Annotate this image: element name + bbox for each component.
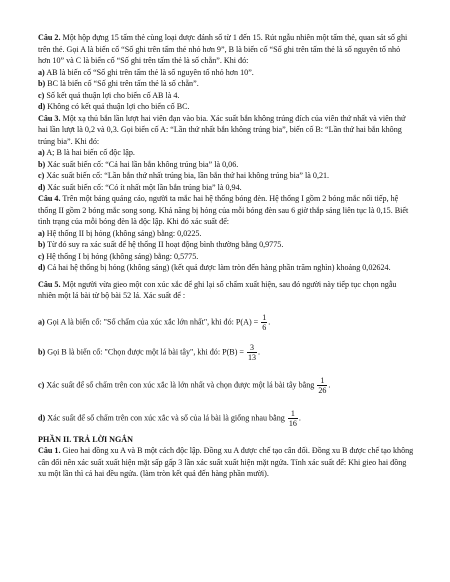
question-3-option-d: d) Xác suất biến cố: “Có ít nhất một lần bắn trúng bia” là 0,94. <box>38 182 242 192</box>
question-3-option-b: b) Xác suất biến cố: “Cả hai lần bắn không trúng bia” là 0,06. <box>38 159 239 169</box>
question-4-option-b: b) Từ đó suy ra xác suất để hệ thống II hoạt động bình thường bằng 0,9775. <box>38 240 284 249</box>
question-5-option-a: a) Gọi A là biến cố: "Số chấm của xúc xắc lớn nhất", khi đó: P(A) = $\frac{1}{6}$ . <box>38 312 271 332</box>
part-2-question-1-label: Câu 1. <box>38 446 61 455</box>
question-2-option-c: c) Số kết quả thuận lợi cho biến cố AB là 4. <box>38 90 180 100</box>
fraction: $\frac{1}{6}$ <box>262 312 267 332</box>
question-3-option-c: c) Xác suất biến cố: “Lần bắn thứ nhất trúng bia, lần bắn thứ hai không trúng bia” là 0,21. <box>38 171 330 180</box>
fraction: $\frac{3}{13}$ <box>248 342 257 362</box>
question-3-stem: Câu 3. Một xạ thủ bắn lần lượt hai viên đạn vào bia. Xác suất bắn không trúng đích của viên thứ nhất và viên thứ hai lần lượt là 0,2 và 0,3. Gọi biến cố A: “Lần thứ nhất bắn không trúng bia”, biến cố B: “Lần thứ hai bắn không trúng bia”. Khi đó: <box>38 113 406 146</box>
question-5-stem: Câu 5. Một người vừa gieo một con xúc xắc để ghi lại số chấm xuất hiện, sau đó người này tiếp tục chọn ngẫu nhiên một lá bài từ bộ bài 52 lá. Xác suất để : <box>38 279 397 300</box>
question-5-option-b: b) Gọi B là biến cố: "Chọn được một lá bài tây", khi đó: P(B) = $\frac{3}{13}$ . <box>38 342 261 362</box>
question-4-stem: Câu 4. Trên một bảng quảng cáo, người ta mắc hai hệ thống bóng đèn. Hệ thống I gồm 2 bóng mắc nối tiếp, hệ thống II gồm 2 bóng mắc song song. Khả năng bị hỏng của mỗi bóng đèn sau 6 giờ thắp sáng liên tục là 0,15. Biết tình trạng của mỗi bóng đèn là độc lập. Khi đó xác suất để: <box>38 194 409 226</box>
fraction: $\frac{1}{26}$ <box>318 375 327 395</box>
question-4-option-a: a) Hệ thống II bị hỏng (không sáng) bằng: 0,0225. <box>38 228 202 238</box>
question-5-option-c: c) Xác suất để số chấm trên con xúc xắc là lớn nhất và chọn được một lá bài tây bằng $\frac{1}{26}$ . <box>38 375 331 395</box>
question-4-option-c: c) Hệ thống I bị hỏng (không sáng) bằng: 0,5775. <box>38 251 199 261</box>
fraction: $\frac{1}{16}$ <box>288 408 297 428</box>
question-2-stem: Câu 2. Một hộp đựng 15 tấm thẻ cùng loại được đánh số từ 1 đến 15. Rút ngẫu nhiên một tấm thẻ, quan sát số ghi trên thẻ. Gọi A là biến cố “Số ghi trên tấm thẻ nhỏ hơn 9”, B là biến cố “Số ghi trên tấm thẻ là số nguyên tố nhỏ hơn 10” và C là biến cố “Số ghi trên tấm thẻ là số chẵn”. Khi đó: <box>38 33 408 65</box>
question-3-label: Câu 3. <box>38 113 61 123</box>
section-title: PHẦN II. TRẢ LỜI NGẮN <box>38 434 133 444</box>
question-5-option-d: d) Xác suất để số chấm trên con xúc xắc và số của lá bài là giống nhau bằng $\frac{1}{16}$ . <box>38 408 301 428</box>
question-4-option-d: d) Cả hai hệ thống bị hỏng (không sáng) (kết quả được làm tròn đến hàng phần trăm nghìn) khoảng 0,02624. <box>38 263 391 272</box>
question-4-label: Câu 4. <box>38 194 61 203</box>
question-3-option-a: a) A; B là hai biến cố độc lập. <box>38 148 135 157</box>
question-5-label: Câu 5. <box>38 279 61 289</box>
question-2-label: Câu 2. <box>38 33 61 42</box>
question-2-option-b: b) BC là biến cố “Số ghi trên tấm thẻ là số chẵn”. <box>38 79 199 88</box>
question-2-option-d: d) Không có kết quả thuận lợi cho biến cố BC. <box>38 102 190 111</box>
question-2-option-a: a) AB là biến cố “Số ghi trên tấm thẻ là số nguyên tố nhỏ hơn 10”. <box>38 67 254 77</box>
part-2-question-1: Câu 1. Gieo hai đồng xu A và B một cách độc lập. Đồng xu A được chế tạo cân đối. Đồng xu B được chế tạo không cân đối nên xác suất xuất hiện mặt sấp gấp 3 lần xác suất xuất hiện mặt ngửa. Tính xác suất để: Khi gieo hai đồng xu một lần thì cả hai đều ngửa. (làm tròn kết quả đến hàng phần mười). <box>38 446 414 478</box>
